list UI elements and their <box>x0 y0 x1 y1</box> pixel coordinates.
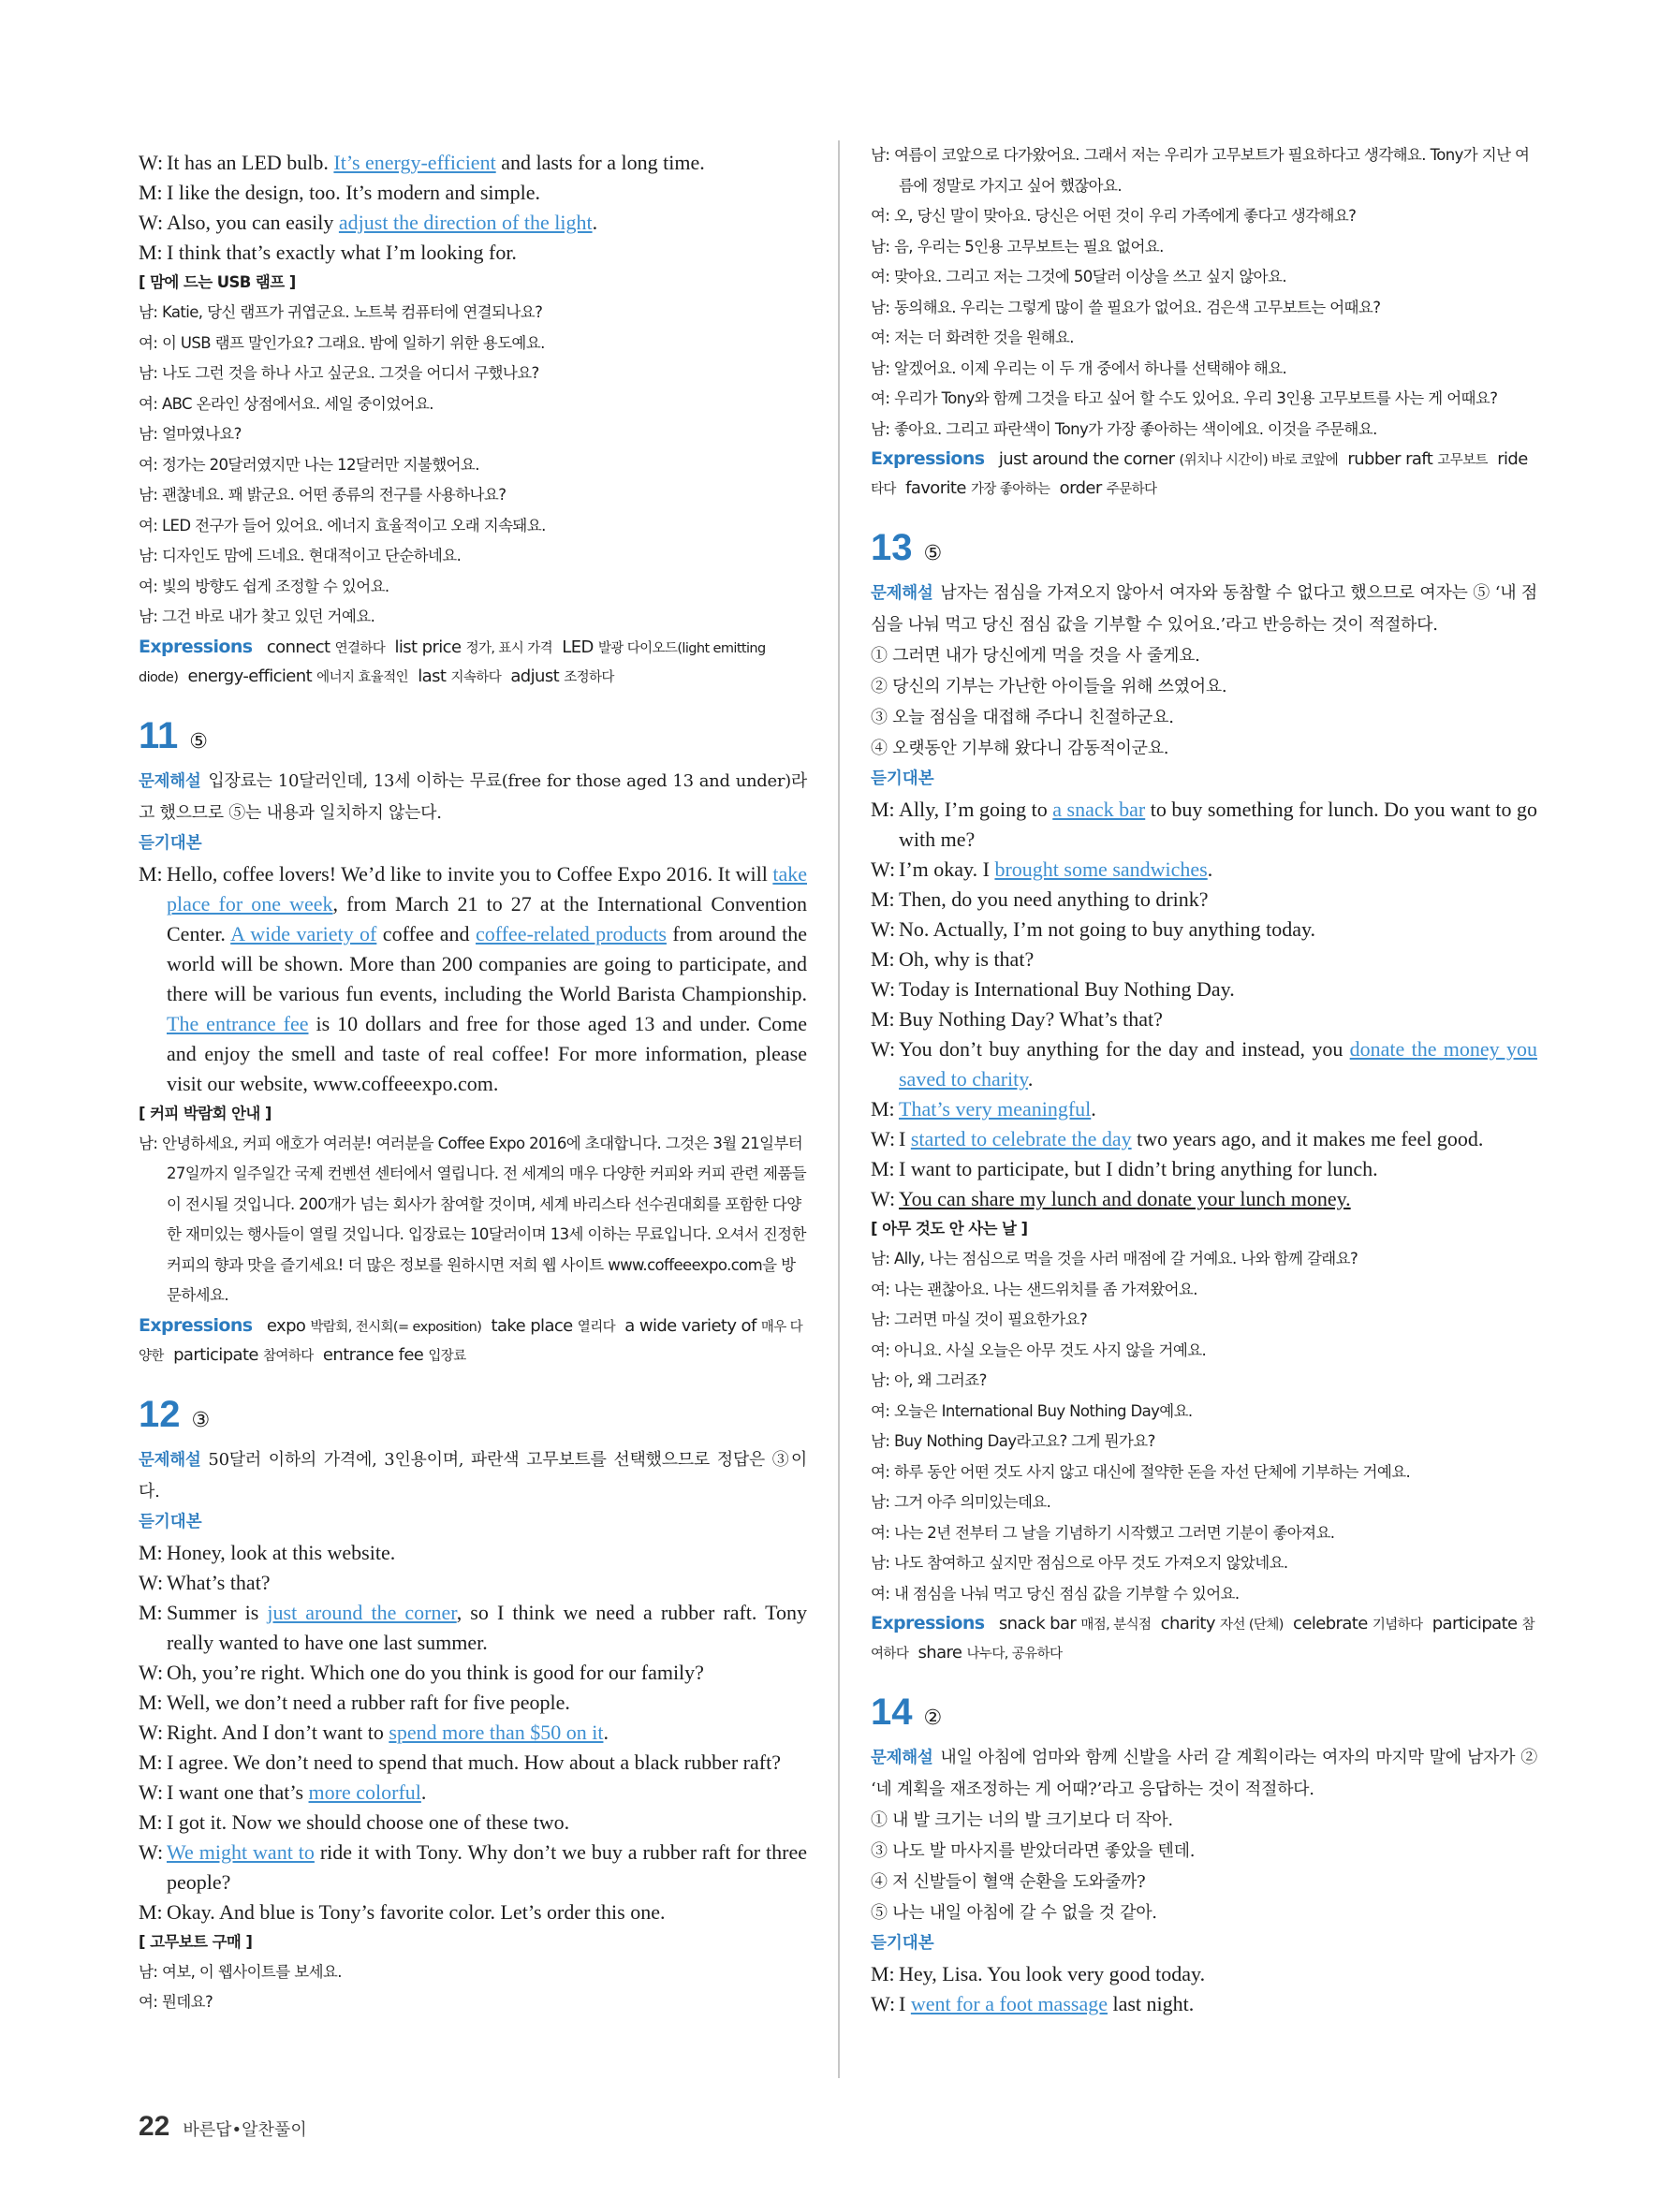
solution-label: 문제해설 <box>139 1450 201 1470</box>
translation-line: 여: 이 USB 램프 말인가요? 그래요. 밤에 일하기 위한 용도예요. <box>139 333 545 352</box>
translation-line: 남: 음, 우리는 5인용 고무보트는 필요 없어요. <box>871 237 1164 256</box>
expression-gloss: 참여하다 <box>871 1618 1535 1662</box>
q14-solution <box>871 1742 1537 1805</box>
expression-term: participate <box>1431 1614 1518 1633</box>
expression-gloss: 나누다, 공유하다 <box>966 1647 1063 1662</box>
dialogue-text: ride it with Tony. Why don’t we buy a rubber raft for three people? <box>167 1839 807 1894</box>
expression-term: entrance fee <box>322 1344 424 1365</box>
speaker-label: M: <box>871 798 895 821</box>
question-answer: ⑤ <box>923 542 943 565</box>
expression-gloss: 고무보트 <box>1437 453 1488 468</box>
dialogue-line <box>871 1094 1537 1124</box>
q11-script-label: 듣기대본 <box>139 833 202 853</box>
translation-line: 여: LED 전구가 들어 있어요. 에너지 효율적이고 오래 지속돼요. <box>139 516 546 535</box>
translation-line: 여: 나는 2년 전부터 그 날을 기념하기 시작했고 그러면 기분이 좋아져요. <box>871 1523 1335 1542</box>
speaker-label: W: <box>139 1660 164 1684</box>
solution-text: 남자는 점심을 가져오지 않아서 여자와 동참할 수 없다고 했으므로 여자는 ⑤ ‘내 점심을 나눠 먹고 당신 점심 값을 기부할 수 있어요.’라고 반응하는 것이 적절하다. <box>871 583 1537 635</box>
dialogue-text: , from March 21 to 27 at the International Convention Center. <box>167 891 807 945</box>
translation-line: 여: 뭔데요? <box>139 1993 213 2011</box>
dialogue-text: . <box>603 1720 609 1744</box>
expression-term: charity <box>1160 1614 1215 1633</box>
speaker-label: W: <box>871 1037 896 1061</box>
translation-line: 여: 맞아요. 그리고 저는 그것에 50달러 이상을 쓰고 싶지 않아요. <box>871 268 1286 286</box>
q12-translation-part1 <box>139 1957 807 2018</box>
dialogue-text: Also, you can easily <box>167 211 339 234</box>
dialogue-text: Today is International Buy Nothing Day. <box>899 977 1235 1001</box>
expression-term: rubber raft <box>1347 449 1433 469</box>
dialogue-line <box>139 1808 807 1838</box>
expression-gloss: (위치나 시간이) 바로 코앞에 <box>1179 453 1339 468</box>
expression-gloss: 타다 <box>871 482 896 497</box>
dialogue-text: . <box>1027 1067 1034 1091</box>
dialogue-text: Well, we don’t need a rubber raft for five people. <box>167 1690 570 1714</box>
q13-script-label: 듣기대본 <box>871 769 934 788</box>
translation-line: 남: Ally, 나는 점심으로 먹을 것을 사러 매점에 갈 거예요. 나와 함께 갈래요? <box>871 1250 1358 1267</box>
q12-script-label: 듣기대본 <box>139 1512 202 1531</box>
expression-term: ride <box>1497 449 1528 469</box>
option-line: ② 당신의 기부는 가난한 아이들을 위해 쓰였어요. <box>871 677 1227 696</box>
blank-answer: coffee-related products <box>476 921 667 945</box>
solution-text: 입장료는 10달러인데, 13세 이하는 무료(free for those aged 13 and under)라고 했으므로 ⑤는 내용과 일치하지 않는다. <box>139 770 807 823</box>
dialogue-line <box>871 945 1537 974</box>
speaker-label: M: <box>139 181 163 204</box>
dialogue-line <box>139 1598 807 1658</box>
expression-term: expo <box>266 1315 306 1336</box>
dialogue-text: I want one that’s <box>167 1780 309 1804</box>
translation-line: 남: 디자인도 맘에 드네요. 현대적이고 단순하네요. <box>139 547 462 564</box>
dialogue-text: coffee and <box>376 921 477 945</box>
dialogue-line <box>871 915 1537 945</box>
dialogue-line <box>871 1154 1537 1184</box>
question-number: 13 <box>871 527 913 568</box>
solution-label: 문제해설 <box>871 584 933 603</box>
left-column <box>139 148 807 2018</box>
dialogue-text: . <box>1207 857 1213 881</box>
translation-line: 남: 아, 왜 그러죠? <box>871 1371 987 1389</box>
expression-gloss: 발광 다이오드(light emitting diode) <box>139 640 766 685</box>
dialogue-text: Right. And I don’t want to <box>167 1720 389 1744</box>
question-answer: ③ <box>191 1408 211 1432</box>
expression-term: take place <box>491 1315 573 1336</box>
expression-term: last <box>418 666 447 686</box>
dialogue-text: I got it. Now we should choose one of these two. <box>167 1809 570 1834</box>
expressions-label: Expressions <box>139 1314 253 1336</box>
dialogue-text: and lasts for a long time. <box>495 151 705 174</box>
dialogue-text: from around the world will be shown. More than 200 companies are going to participate, and there will be various fun events, including the World Barista Championship. <box>167 921 808 1005</box>
expression-term: list price <box>394 637 462 657</box>
q11-solution <box>139 766 807 828</box>
option-line: ① 그러면 내가 당신에게 먹을 것을 사 줄게요. <box>871 646 1200 666</box>
expressions-label: Expressions <box>139 636 253 657</box>
translation-line: 여: 오늘은 International Buy Nothing Day예요. <box>871 1401 1193 1420</box>
blank-answer: It’s energy-efficient <box>333 151 496 174</box>
speaker-label: M: <box>139 1899 163 1924</box>
dialogue-line <box>139 859 807 1099</box>
expression-term: just around the corner <box>998 449 1175 469</box>
q13-expressions <box>871 1609 1537 1668</box>
dialogue-line <box>139 1838 807 1897</box>
translation-line: 여: 우리가 Tony와 함께 그것을 타고 싶어 할 수도 있어요. 우리 3인용 고무보트를 사는 게 어때요? <box>871 389 1498 407</box>
blank-answer: a snack bar <box>1052 798 1146 821</box>
expression-gloss: 입장료 <box>428 1348 466 1364</box>
dialogue-text: You don’t buy anything for the day and instead, you <box>899 1037 1350 1061</box>
speaker-label: W: <box>139 1570 164 1594</box>
dialogue-text: I <box>899 1992 911 2015</box>
book-title: 바른답•알찬풀이 <box>183 2120 307 2140</box>
speaker-label: M: <box>139 1690 163 1714</box>
speaker-label: W: <box>871 917 896 941</box>
dialogue-text: Buy Nothing Day? What’s that? <box>899 1007 1163 1031</box>
speaker-label: W: <box>871 1187 896 1210</box>
question-answer: ② <box>923 1707 943 1730</box>
translation-line: 남: 동의해요. 우리는 그렇게 많이 쓸 필요가 없어요. 검은색 고무보트는 어때요? <box>871 298 1381 316</box>
translation-line: 여: 하루 동안 어떤 것도 사지 않고 대신에 절약한 돈을 자선 단체에 기부하는 거예요. <box>871 1462 1411 1481</box>
expression-term: LED <box>562 637 594 657</box>
q13-header <box>871 524 1537 578</box>
dialogue-line <box>139 208 807 238</box>
speaker-label: M: <box>871 947 895 971</box>
expression-term: adjust <box>510 666 560 686</box>
q11-dialogue <box>139 859 807 1099</box>
question-number: 12 <box>139 1393 181 1435</box>
q11-expressions <box>139 1311 807 1370</box>
blank-answer: just around the corner <box>267 1600 457 1624</box>
speaker-label: M: <box>871 1097 895 1121</box>
translation-line: 여: 나는 괜찮아요. 나는 샌드위치를 좀 가져왔어요. <box>871 1280 1197 1298</box>
q11-translation-title: [ 커피 박람회 안내 ] <box>139 1104 272 1122</box>
q12-expressions <box>871 445 1537 504</box>
dialogue-text: . <box>1091 1097 1096 1121</box>
dialogue-line <box>871 1989 1537 2019</box>
q12-header <box>139 1391 807 1444</box>
blank-answer: went for a foot massage <box>910 1992 1108 2015</box>
dialogue-text: is 10 dollars and free for those aged 13 and under. Come and enjoy the smell and taste of real coffee! For more information, please visit our website, www.coffeeexpo.com. <box>167 1011 808 1095</box>
speaker-label: M: <box>139 241 163 264</box>
q12-translation-title: [ 고무보트 구매 ] <box>139 1932 253 1951</box>
option-line: ① 내 발 크기는 너의 발 크기보다 더 작아. <box>871 1810 1173 1830</box>
speaker-label: M: <box>139 1750 163 1774</box>
speaker-label: W: <box>139 211 164 234</box>
expression-gloss: 기념하다 <box>1372 1618 1423 1633</box>
q12-solution <box>139 1444 807 1507</box>
expression-term: energy-efficient <box>187 666 313 686</box>
expression-gloss: 에너지 효율적인 <box>316 669 409 685</box>
translation-line: 남: Katie, 당신 램프가 귀엽군요. 노트북 컴퓨터에 연결되나요? <box>139 303 543 321</box>
translation-line: 남: 그거 아주 의미있는데요. <box>871 1493 1051 1511</box>
translation-line: 남: 나도 참여하고 싶지만 점심으로 아무 것도 가져오지 않았네요. <box>871 1554 1288 1572</box>
blank-answer: A wide variety of <box>230 921 377 945</box>
expression-gloss: 조정하다 <box>564 669 614 685</box>
translation-line: 남: 여보, 이 웹사이트를 보세요. <box>139 1962 342 1981</box>
dialogue-line <box>871 1124 1537 1154</box>
q10-translation-title: [ 맘에 드는 USB 램프 ] <box>139 273 296 291</box>
speaker-label: M: <box>871 1157 895 1180</box>
q13-options <box>871 640 1537 764</box>
dialogue-text: I agree. We don’t need to spend that much. How about a black rubber raft? <box>167 1750 781 1774</box>
expressions-label: Expressions <box>871 448 985 469</box>
speaker-label: M: <box>139 1540 163 1564</box>
dialogue-line <box>871 855 1537 885</box>
expression-gloss: 연결하다 <box>334 640 386 656</box>
column-divider <box>838 140 840 2078</box>
blank-answer: more colorful <box>308 1780 421 1804</box>
dialogue-text: No. Actually, I’m not going to buy anything today. <box>899 917 1316 941</box>
dialogue-text: I’m okay. I <box>899 857 995 881</box>
speaker-label: W: <box>871 1992 896 2015</box>
expression-term: connect <box>266 637 330 657</box>
question-number: 11 <box>139 714 179 756</box>
q13-translation-title: [ 아무 것도 안 사는 날 ] <box>871 1220 1028 1238</box>
translation-line: 남: 좋아요. 그리고 파란색이 Tony가 가장 좋아하는 색이에요. 이것을 주문해요. <box>871 419 1377 438</box>
option-line: ⑤ 나는 내일 아침에 갈 수 없을 것 같아. <box>871 1903 1157 1923</box>
expression-gloss: 주문하다 <box>1106 482 1157 497</box>
dialogue-line <box>871 1004 1537 1034</box>
translation-line: 여: 저는 더 화려한 것을 원해요. <box>871 329 1074 346</box>
dialogue-line <box>139 1658 807 1688</box>
dialogue-text: to buy something for lunch. Do you want to go with me? <box>899 798 1537 851</box>
translation-line: 여: ABC 온라인 상점에서요. 세일 중이었어요. <box>139 394 433 413</box>
q11-header <box>139 712 807 766</box>
expression-term: a wide variety of <box>624 1315 756 1336</box>
dialogue-line <box>871 795 1537 855</box>
translation-line: 여: 빛의 방향도 쉽게 조정할 수 있어요. <box>139 577 389 595</box>
expression-gloss: 매우 다양한 <box>139 1319 803 1364</box>
page-number: 22 <box>139 2111 170 2142</box>
dialogue-text: Then, do you need anything to drink? <box>899 887 1209 911</box>
dialogue-line <box>871 885 1537 915</box>
speaker-label: M: <box>871 1007 895 1031</box>
speaker-label: M: <box>139 861 163 886</box>
blank-answer: brought some sandwiches <box>994 857 1208 881</box>
question-answer: ⑤ <box>189 729 209 754</box>
translation-line: 남: 안녕하세요, 커피 애호가 여러분! 여러분을 Coffee Expo 2016에 초대합니다. 그것은 3월 21일부터 27일까지 일주일간 국제 컨벤션 센터에서 열립니다. 전 세계의 매우 다양한 커피와 커피 관련 제품들이 전시될 것입니다. 200개가 넘는 회사가 참여할 것이며, 세계 바리스타 선수권대회를 포함한 다양한 재미있는 행사들이 열릴 것입니다. 입장료는 10달러이며 13세 이하는 무료입니다. 오셔서 진정한 커피의 향과 맛을 즐기세요! 더 많은 정보를 원하시면 저희 웹 사이트 www.coffeeexpo.com을 방문하세요. <box>139 1134 807 1304</box>
q10-translation <box>139 298 807 633</box>
dialogue-line <box>139 1568 807 1598</box>
option-line: ③ 오늘 점심을 대접해 주다니 친절하군요. <box>871 708 1174 727</box>
solution-label: 문제해설 <box>139 771 201 791</box>
speaker-label: W: <box>139 1780 164 1804</box>
blank-answer: spend more than $50 on it <box>389 1720 604 1744</box>
dialogue-text: I want to participate, but I didn’t bring anything for lunch. <box>899 1157 1378 1180</box>
blank-answer: adjust the direction of the light <box>338 211 593 234</box>
dialogue-line <box>139 1688 807 1718</box>
translation-line: 여: 오, 당신 말이 맞아요. 당신은 어떤 것이 우리 가족에게 좋다고 생각해요? <box>871 207 1357 225</box>
dialogue-text: Ally, I’m going to <box>899 798 1053 821</box>
speaker-label: M: <box>871 887 895 911</box>
dialogue-text: . <box>420 1780 427 1804</box>
dialogue-text: I think that’s exactly what I’m looking for. <box>167 241 517 264</box>
dialogue-text: Okay. And blue is Tony’s favorite color. Let’s order this one. <box>167 1899 666 1924</box>
expression-gloss: 참여하다 <box>263 1348 314 1364</box>
dialogue-line <box>139 1778 807 1808</box>
expression-gloss: 가장 좋아하는 <box>970 482 1050 497</box>
translation-line: 여: 정가는 20달러였지만 나는 12달러만 지불했어요. <box>139 455 479 474</box>
dialogue-text: You can share my lunch and donate your lunch money. <box>899 1187 1351 1210</box>
dialogue-text: Oh, you’re right. Which one do you think is good for our family? <box>167 1660 704 1684</box>
q13-translation <box>871 1244 1537 1609</box>
dialogue-text: What’s that? <box>167 1570 271 1594</box>
translation-line: 여: 아니요. 사실 오늘은 아무 것도 사지 않을 거예요. <box>871 1340 1207 1359</box>
dialogue-text: Oh, why is that? <box>899 947 1035 971</box>
expression-gloss: 매점, 분식점 <box>1080 1618 1152 1633</box>
q14-dialogue <box>871 1959 1537 2019</box>
dialogue-line <box>139 148 807 178</box>
dialogue-line <box>139 1748 807 1778</box>
expression-gloss: 박람회, 전시회(= exposition) <box>310 1319 482 1335</box>
expression-term: favorite <box>905 478 966 498</box>
speaker-label: M: <box>139 1809 163 1834</box>
expression-term: order <box>1059 478 1102 498</box>
expression-gloss: 자선 (단체) <box>1220 1618 1284 1633</box>
dialogue-line <box>139 1897 807 1927</box>
blank-answer: started to celebrate the day <box>910 1127 1132 1150</box>
dialogue-line <box>139 178 807 208</box>
speaker-label: W: <box>871 1127 896 1150</box>
dialogue-text: , so I think we need a rubber raft. Tony really wanted to have one last summer. <box>167 1600 807 1654</box>
translation-line: 남: Buy Nothing Day라고요? 그게 뭔가요? <box>871 1432 1155 1450</box>
speaker-label: W: <box>139 1720 164 1744</box>
page-footer <box>139 2111 307 2143</box>
dialogue-line <box>139 1718 807 1748</box>
speaker-label: W: <box>139 151 164 174</box>
blank-answer: donate the money you saved to charity <box>899 1037 1537 1091</box>
dialogue-text: Summer is <box>167 1600 268 1624</box>
dialogue-text: I <box>899 1127 911 1150</box>
blank-answer: The entrance fee <box>167 1011 309 1035</box>
blank-answer: That’s very meaningful <box>899 1097 1092 1121</box>
dialogue-line <box>871 1034 1537 1094</box>
blank-answer: take place for one week <box>167 861 807 916</box>
dialogue-line <box>871 974 1537 1004</box>
dialogue-line <box>139 238 807 268</box>
translation-line: 남: 그건 바로 내가 찾고 있던 거예요. <box>139 608 375 625</box>
question-number: 14 <box>871 1692 913 1733</box>
q14-options <box>871 1805 1537 1928</box>
q10-expressions <box>139 633 807 692</box>
dialogue-text: Honey, look at this website. <box>167 1540 396 1564</box>
dialogue-text: Hello, coffee lovers! We’d like to invite you to Coffee Expo 2016. It will <box>167 861 773 886</box>
q10-dialogue <box>139 148 807 268</box>
dialogue-text: two years ago, and it makes me feel good. <box>1131 1127 1484 1150</box>
q12-dialogue <box>139 1538 807 1927</box>
speaker-label: W: <box>139 1839 164 1864</box>
q13-solution <box>871 578 1537 640</box>
q11-translation <box>139 1129 807 1311</box>
dialogue-line <box>871 1959 1537 1989</box>
option-line: ④ 저 신발들이 혈액 순환을 도와줄까? <box>871 1872 1146 1892</box>
expression-gloss: 열리다 <box>577 1319 616 1335</box>
q12-translation-part2 <box>871 140 1537 445</box>
speaker-label: W: <box>871 857 896 881</box>
q14-header <box>871 1689 1537 1742</box>
expression-gloss: 지속하다 <box>450 669 502 685</box>
solution-label: 문제해설 <box>871 1749 933 1767</box>
translation-line: 남: 나도 그런 것을 하나 사고 싶군요. 그것을 어디서 구했나요? <box>139 364 539 382</box>
translation-line: 남: 얼마였나요? <box>139 425 242 443</box>
speaker-label: M: <box>139 1600 163 1624</box>
expression-term: share <box>918 1643 962 1663</box>
translation-line: 남: 그러면 마실 것이 필요한가요? <box>871 1311 1088 1328</box>
speaker-label: M: <box>871 1962 895 1985</box>
right-column <box>871 140 1537 2019</box>
speaker-label: W: <box>871 977 896 1001</box>
q14-script-label: 듣기대본 <box>871 1934 934 1953</box>
dialogue-text: Hey, Lisa. You look very good today. <box>899 1962 1206 1985</box>
expression-gloss: 정가, 표시 가격 <box>465 640 553 656</box>
expression-term: participate <box>173 1344 258 1365</box>
dialogue-text: last night. <box>1107 1992 1195 2015</box>
translation-line: 남: 알겠어요. 이제 우리는 이 두 개 중에서 하나를 선택해야 해요. <box>871 359 1287 377</box>
translation-line: 여: 내 점심을 나눠 먹고 당신 점심 값을 기부할 수 있어요. <box>871 1584 1240 1603</box>
expression-term: snack bar <box>998 1614 1077 1633</box>
option-line: ④ 오랫동안 기부해 왔다니 감동적이군요. <box>871 739 1169 758</box>
dialogue-line <box>139 1538 807 1568</box>
dialogue-text: I like the design, too. It’s modern and simple. <box>167 181 540 204</box>
expression-term: celebrate <box>1293 1614 1368 1633</box>
dialogue-text: . <box>592 211 598 234</box>
blank-answer: We might want to <box>167 1839 315 1864</box>
dialogue-text: It has an LED bulb. <box>167 151 334 174</box>
option-line: ③ 나도 발 마사지를 받았더라면 좋았을 텐데. <box>871 1841 1196 1861</box>
translation-line: 남: 괜찮네요. 꽤 밝군요. 어떤 종류의 전구를 사용하나요? <box>139 486 507 504</box>
expressions-label: Expressions <box>871 1613 985 1633</box>
solution-text: 50달러 이하의 가격에, 3인용이며, 파란색 고무보트를 선택했으므로 정답은 ③이다. <box>139 1449 807 1502</box>
translation-line: 남: 여름이 코앞으로 다가왔어요. 그래서 저는 우리가 고무보트가 필요하다고 생각해요. Tony가 지난 여름에 정말로 가지고 싶어 했잖아요. <box>871 146 1530 195</box>
q13-dialogue <box>871 795 1537 1214</box>
dialogue-line <box>871 1184 1537 1214</box>
solution-text: 내일 아침에 엄마와 함께 신발을 사러 갈 계획이라는 여자의 마지막 말에 남자가 ② ‘네 계획을 재조정하는 게 어때?’라고 응답하는 것이 적절하다. <box>871 1748 1537 1799</box>
